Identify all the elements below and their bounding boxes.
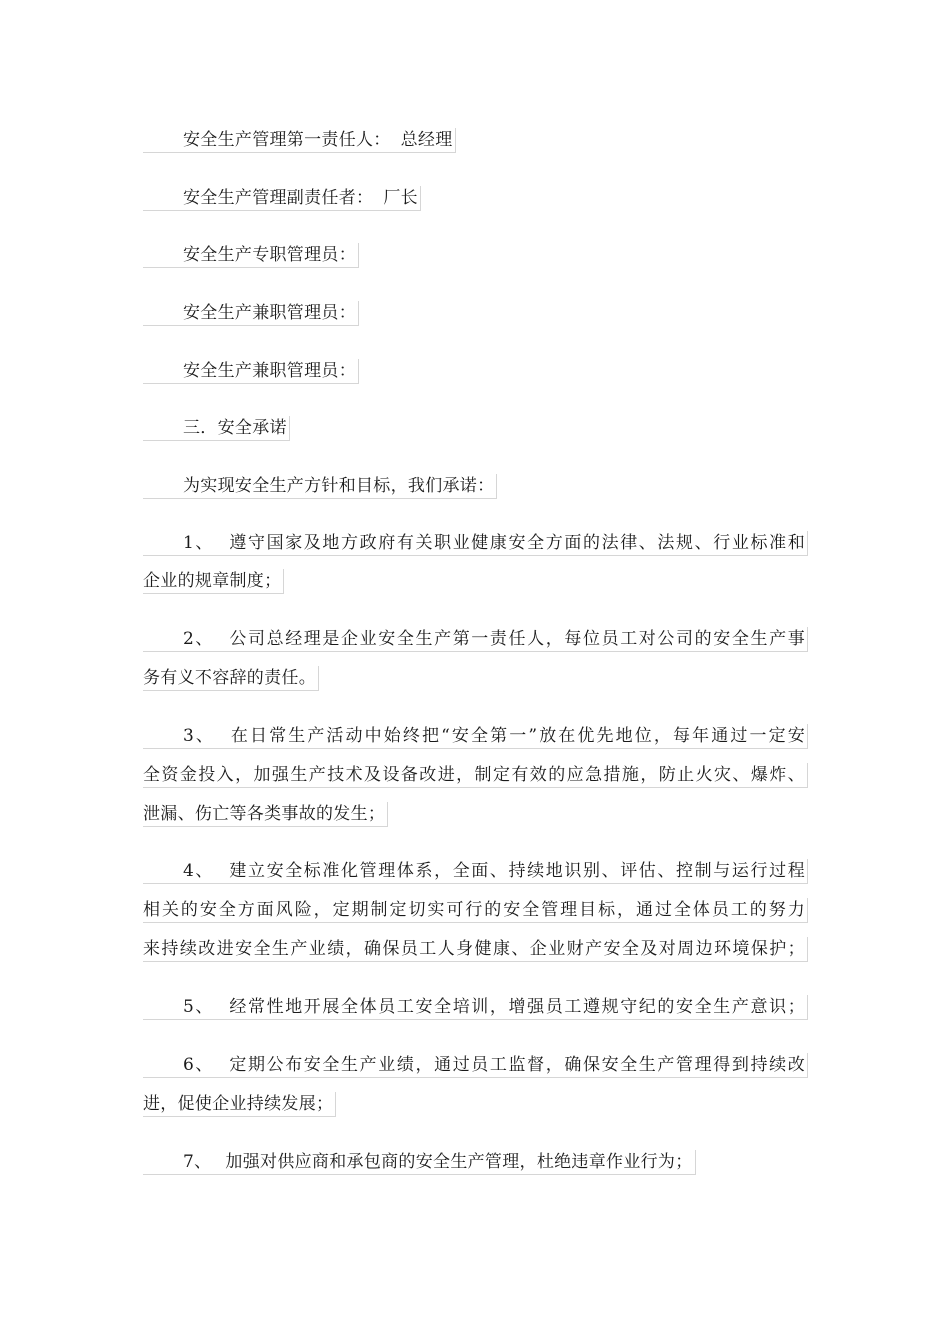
responsibility-value: 总经理 bbox=[400, 130, 453, 150]
commitment-text: 泄漏、伤亡等各类事故的发生； bbox=[143, 804, 386, 824]
commitment-intro-text: 为实现安全生产方针和目标，我们承诺： bbox=[183, 476, 495, 496]
responsibility-label: 安全生产兼职管理员： bbox=[183, 361, 356, 381]
commitment-text: 来持续改进安全生产业绩，确保员工人身健康、企业财产安全及对周边环境保护； bbox=[143, 939, 805, 959]
commitment-1-line-1 bbox=[143, 531, 808, 556]
responsibility-value: 厂长 bbox=[383, 188, 418, 208]
responsibility-line-1 bbox=[143, 128, 456, 153]
commitment-text: 公司总经理是企业安全生产第一责任人，每位员工对公司的安全生产事 bbox=[228, 629, 805, 649]
commitment-4-line-3 bbox=[143, 937, 808, 962]
responsibility-label: 安全生产兼职管理员： bbox=[183, 303, 356, 323]
commitment-number: 3、 bbox=[183, 726, 216, 746]
commitment-text: 建立安全标准化管理体系，全面、持续地识别、评估、控制与运行过程 bbox=[228, 861, 805, 881]
responsibility-label: 安全生产专职管理员： bbox=[183, 245, 356, 265]
commitment-number: 1、 bbox=[183, 533, 215, 553]
commitment-5-line-1 bbox=[143, 995, 808, 1020]
responsibility-label: 安全生产管理第一责任人： bbox=[183, 130, 391, 150]
commitment-4-line-2 bbox=[143, 898, 808, 923]
commitment-number: 2、 bbox=[183, 629, 215, 649]
responsibility-line-5 bbox=[143, 359, 359, 384]
commitment-3-line-3 bbox=[143, 802, 388, 827]
commitment-4-line-1 bbox=[143, 859, 808, 884]
responsibility-label: 安全生产管理副责任者： bbox=[183, 188, 374, 208]
section-heading-text: 三．安全承诺 bbox=[183, 418, 287, 438]
commitment-text: 遵守国家及地方政府有关职业健康安全方面的法律、法规、行业标准和 bbox=[228, 533, 805, 553]
commitment-number: 7、 bbox=[183, 1152, 212, 1172]
commitment-3-line-1 bbox=[143, 724, 808, 749]
commitment-2-line-2 bbox=[143, 666, 319, 691]
commitment-text: 在日常生产活动中始终把“安全第一”放在优先地位，每年通过一定安 bbox=[229, 726, 805, 746]
commitment-7-line-1 bbox=[143, 1150, 696, 1175]
commitment-intro bbox=[143, 474, 497, 499]
commitment-text: 相关的安全方面风险，定期制定切实可行的安全管理目标，通过全体员工的努力 bbox=[143, 900, 805, 920]
commitment-6-line-2 bbox=[143, 1092, 336, 1117]
commitment-text: 加强对供应商和承包商的安全生产管理，杜绝违章作业行为； bbox=[225, 1152, 693, 1172]
section-heading bbox=[143, 416, 290, 441]
commitment-text: 全资金投入，加强生产技术及设备改进，制定有效的应急措施，防止火灾、爆炸、 bbox=[143, 765, 805, 785]
commitment-text: 经常性地开展全体员工安全培训，增强员工遵规守纪的安全生产意识； bbox=[228, 997, 805, 1017]
commitment-text: 定期公布安全生产业绩，通过员工监督，确保安全生产管理得到持续改 bbox=[228, 1055, 805, 1075]
commitment-6-line-1 bbox=[143, 1053, 808, 1078]
commitment-number: 4、 bbox=[183, 861, 215, 881]
commitment-number: 5、 bbox=[183, 997, 215, 1017]
commitment-3-line-2 bbox=[143, 763, 808, 788]
commitment-text: 企业的规章制度； bbox=[143, 571, 282, 591]
responsibility-line-3 bbox=[143, 243, 359, 268]
commitment-1-line-2 bbox=[143, 569, 284, 594]
commitment-number: 6、 bbox=[183, 1055, 215, 1075]
responsibility-line-4 bbox=[143, 301, 359, 326]
commitment-text: 进，促使企业持续发展； bbox=[143, 1094, 334, 1114]
commitment-2-line-1 bbox=[143, 627, 808, 652]
commitment-text: 务有义不容辞的责任。 bbox=[143, 668, 316, 688]
responsibility-line-2 bbox=[143, 186, 421, 211]
